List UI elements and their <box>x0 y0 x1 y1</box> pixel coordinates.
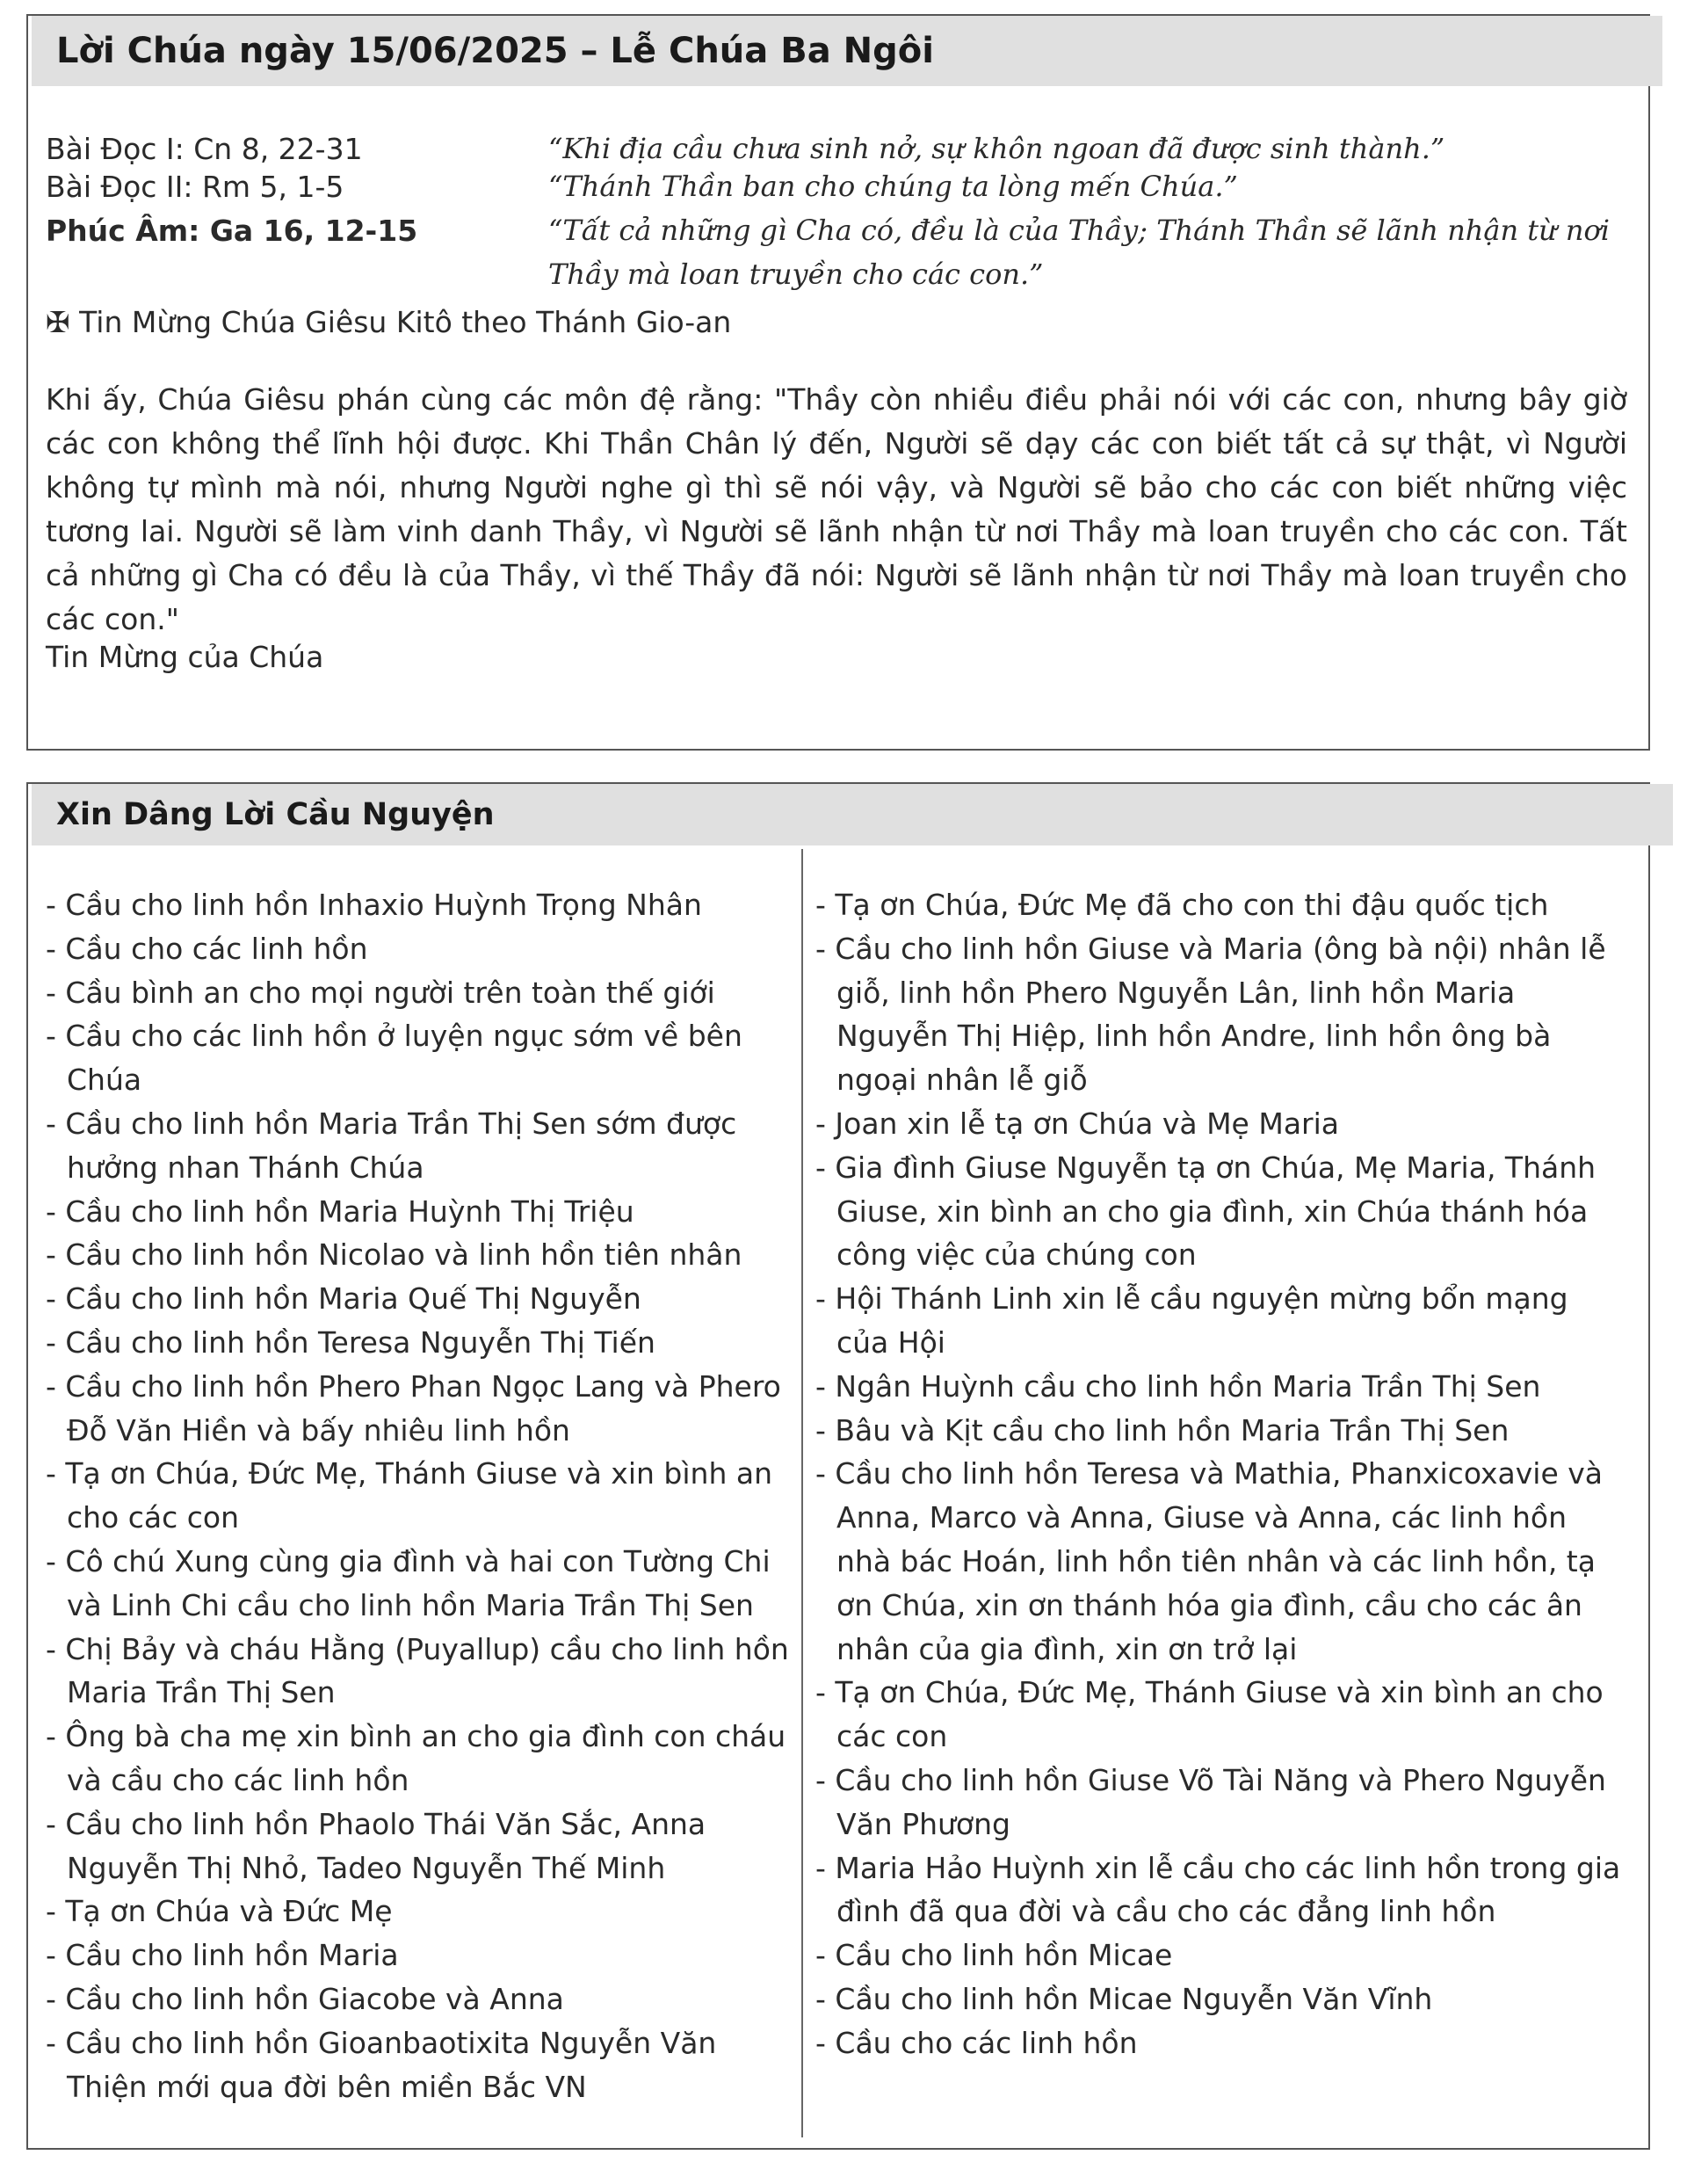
prayer-item: - Cầu cho các linh hồn <box>46 931 368 966</box>
gospel-heading: ✠ Tin Mừng Chúa Giêsu Kitô theo Thánh Gio-an <box>46 305 732 339</box>
prayer-item: - Cầu cho linh hồn Micae <box>815 1938 1173 1973</box>
readings-title: Lời Chúa ngày 15/06/2025 – Lễ Chúa Ba Ngôi <box>32 16 1662 86</box>
prayer-item: - Hội Thánh Linh xin lễ cầu nguyện mừng bổn mạng của Hội <box>815 1281 1568 1360</box>
reading2-ref: Bài Đọc II: Rm 5, 1-5 <box>46 170 344 204</box>
prayer-item: - Cầu bình an cho mọi người trên toàn thế giới <box>46 975 715 1010</box>
prayer-item: - Cầu cho linh hồn Maria Trần Thị Sen sớm được hưởng nhan Thánh Chúa <box>46 1106 737 1185</box>
prayer-item: - Tạ ơn Chúa, Đức Mẹ, Thánh Giuse và xin bình an cho các con <box>46 1456 772 1535</box>
prayer-item: - Cầu cho linh hồn Maria <box>46 1938 399 1973</box>
prayer-item: - Tạ ơn Chúa, Đức Mẹ đã cho con thi đậu quốc tịch <box>815 888 1549 922</box>
reading1-quote: “Khi địa cầu chưa sinh nở, sự khôn ngoan đã được sinh thành.” <box>548 132 1445 165</box>
prayer-item: - Cầu cho linh hồn Maria Huỳnh Thị Triệu <box>46 1194 634 1229</box>
prayer-item: - Ông bà cha mẹ xin bình an cho gia đình con cháu và cầu cho các linh hồn <box>46 1719 786 1797</box>
prayer-item: - Cầu cho linh hồn Teresa và Mathia, Phanxicoxavie và Anna, Marco và Anna, Giuse và Anna, các linh hồn nhà bác Hoán, linh hồn tiên nhân và các linh hồn, tạ ơn Chúa, xin ơn thánh hóa gia đình, cầu cho các ân nhân của gia đình, xin ơn trở lại <box>815 1456 1603 1666</box>
prayer-item: - Joan xin lễ tạ ơn Chúa và Mẹ Maria <box>815 1106 1339 1141</box>
reading2-quote: “Thánh Thần ban cho chúng ta lòng mến Chúa.” <box>548 170 1238 203</box>
prayer-item: - Cầu cho linh hồn Nicolao và linh hồn tiên nhân <box>46 1237 742 1273</box>
prayer-item: - Gia đình Giuse Nguyễn tạ ơn Chúa, Mẹ Maria, Thánh Giuse, xin bình an cho gia đình, xin Chúa thánh hóa công việc của chúng con <box>815 1150 1596 1273</box>
prayer-item: - Cô chú Xung cùng gia đình và hai con Tường Chi và Linh Chi cầu cho linh hồn Maria Trần Thị Sen <box>46 1543 771 1622</box>
prayers-right-column <box>815 883 1628 2065</box>
prayer-item: - Cầu cho linh hồn Giuse và Maria (ông bà nội) nhân lễ giỗ, linh hồn Phero Nguyễn Lân, linh hồn Maria Nguyễn Thị Hiệp, linh hồn Andre, linh hồn ông bà ngoại nhân lễ giỗ <box>815 931 1606 1098</box>
prayers-title: Xin Dâng Lời Cầu Nguyện <box>32 784 1673 845</box>
column-divider <box>801 849 803 2137</box>
prayer-item: - Cầu cho linh hồn Giuse Võ Tài Năng và Phero Nguyễn Văn Phương <box>815 1762 1606 1841</box>
prayer-item: - Cầu cho linh hồn Gioanbaotixita Nguyễn Văn Thiện mới qua đời bên miền Bắc VN <box>46 2025 717 2104</box>
prayer-item: - Chị Bảy và cháu Hằng (Puyallup) cầu cho linh hồn Maria Trần Thị Sen <box>46 1631 789 1710</box>
gospel-ref: Phúc Âm: Ga 16, 12-15 <box>46 214 418 248</box>
prayer-item: - Bâu và Kịt cầu cho linh hồn Maria Trần Thị Sen <box>815 1412 1510 1448</box>
prayer-item: - Cầu cho linh hồn Giacobe và Anna <box>46 1981 564 2016</box>
prayer-item: - Cầu cho các linh hồn <box>815 2025 1138 2060</box>
prayer-item: - Cầu cho linh hồn Phero Phan Ngọc Lang và Phero Đỗ Văn Hiền và bấy nhiêu linh hồn <box>46 1368 781 1448</box>
prayer-item: - Cầu cho linh hồn Micae Nguyễn Văn Vĩnh <box>815 1981 1433 2016</box>
gospel-quote-line2: Thầy mà loan truyền cho các con.” <box>548 258 1044 291</box>
prayer-item: - Cầu cho linh hồn Inhaxio Huỳnh Trọng Nhân <box>46 888 702 922</box>
gospel-body: Khi ấy, Chúa Giêsu phán cùng các môn đệ rằng: "Thầy còn nhiều điều phải nói với các con, nhưng bây giờ các con không thể lĩnh hội được. Khi Thần Chân lý đến, Người sẽ dạy các con biết tất cả sự thật, vì Người không tự mình mà nói, nhưng Người nghe gì thì sẽ nói vậy, và Người sẽ bảo cho các con biết những việc tương lai. Người sẽ làm vinh danh Thầy, vì Người sẽ lãnh nhận từ nơi Thầy mà loan truyền cho các con. Tất cả những gì Cha có đều là của Thầy, vì thế Thầy đã nói: Người sẽ lãnh nhận từ nơi Thầy mà loan truyền cho các con." <box>46 382 1627 636</box>
prayer-item: - Cầu cho linh hồn Maria Quế Thị Nguyễn <box>46 1281 641 1317</box>
gospel-closing: Tin Mừng của Chúa <box>46 640 324 674</box>
prayer-item: - Tạ ơn Chúa và Đức Mẹ <box>46 1894 393 1929</box>
prayer-item: - Cầu cho linh hồn Teresa Nguyễn Thị Tiến <box>46 1324 655 1360</box>
prayers-left-column <box>46 883 793 2108</box>
prayer-item: - Tạ ơn Chúa, Đức Mẹ, Thánh Giuse và xin bình an cho các con <box>815 1675 1604 1754</box>
gospel-quote-line1: “Tất cả những gì Cha có, đều là của Thầy; Thánh Thần sẽ lãnh nhận từ nơi <box>548 214 1611 247</box>
prayer-item: - Cầu cho linh hồn Phaolo Thái Văn Sắc, Anna Nguyễn Thị Nhỏ, Tadeo Nguyễn Thế Minh <box>46 1806 706 1885</box>
prayer-item: - Maria Hảo Huỳnh xin lễ cầu cho các linh hồn trong gia đình đã qua đời và cầu cho các đẳng linh hồn <box>815 1850 1621 1929</box>
reading1-ref: Bài Đọc I: Cn 8, 22-31 <box>46 132 363 166</box>
prayer-item: - Cầu cho các linh hồn ở luyện ngục sớm về bên Chúa <box>46 1019 742 1098</box>
prayer-item: - Ngân Huỳnh cầu cho linh hồn Maria Trần Thị Sen <box>815 1368 1541 1404</box>
